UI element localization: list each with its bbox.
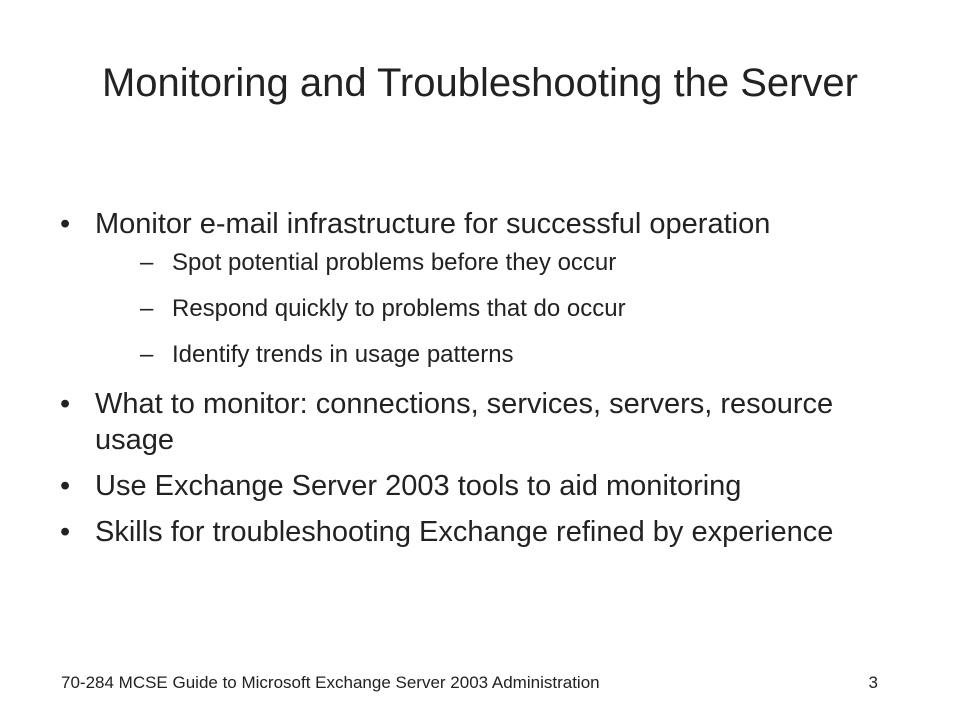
slide-title: Monitoring and Troubleshooting the Server: [101, 61, 858, 105]
sub-bullet-text: Identify trends in usage patterns: [172, 341, 514, 368]
bullet-item: [60, 468, 920, 504]
bullet-marker: •: [60, 516, 71, 548]
bullet-marker: •: [60, 208, 71, 240]
bullet-item: [60, 386, 920, 458]
bullet-item: [60, 514, 920, 550]
sub-bullet-text: Spot potential problems before they occur: [172, 249, 617, 276]
sub-bullet-item: [130, 248, 920, 278]
sub-bullet-item: [130, 340, 920, 370]
page-number: 3: [868, 673, 878, 692]
bullet-marker: •: [60, 470, 71, 502]
bullet-marker: •: [60, 388, 71, 420]
sub-bullet-text: Respond quickly to problems that do occur: [172, 295, 626, 322]
bullet-item: [60, 206, 920, 370]
bullet-text: Skills for troubleshooting Exchange refined by experience: [95, 516, 834, 548]
sub-bullet-list: [95, 248, 920, 370]
bullet-list: [60, 206, 920, 560]
bullet-text: What to monitor: connections, services, servers, resource usage: [95, 388, 834, 456]
dash-marker: –: [140, 341, 154, 368]
footer-course-title: 70-284 MCSE Guide to Microsoft Exchange Server 2003 Administration: [61, 673, 600, 692]
sub-bullet-item: [130, 294, 920, 324]
dash-marker: –: [140, 249, 154, 276]
bullet-text: Monitor e-mail infrastructure for successful operation: [95, 208, 771, 240]
dash-marker: –: [140, 295, 154, 322]
bullet-text: Use Exchange Server 2003 tools to aid monitoring: [95, 470, 742, 502]
